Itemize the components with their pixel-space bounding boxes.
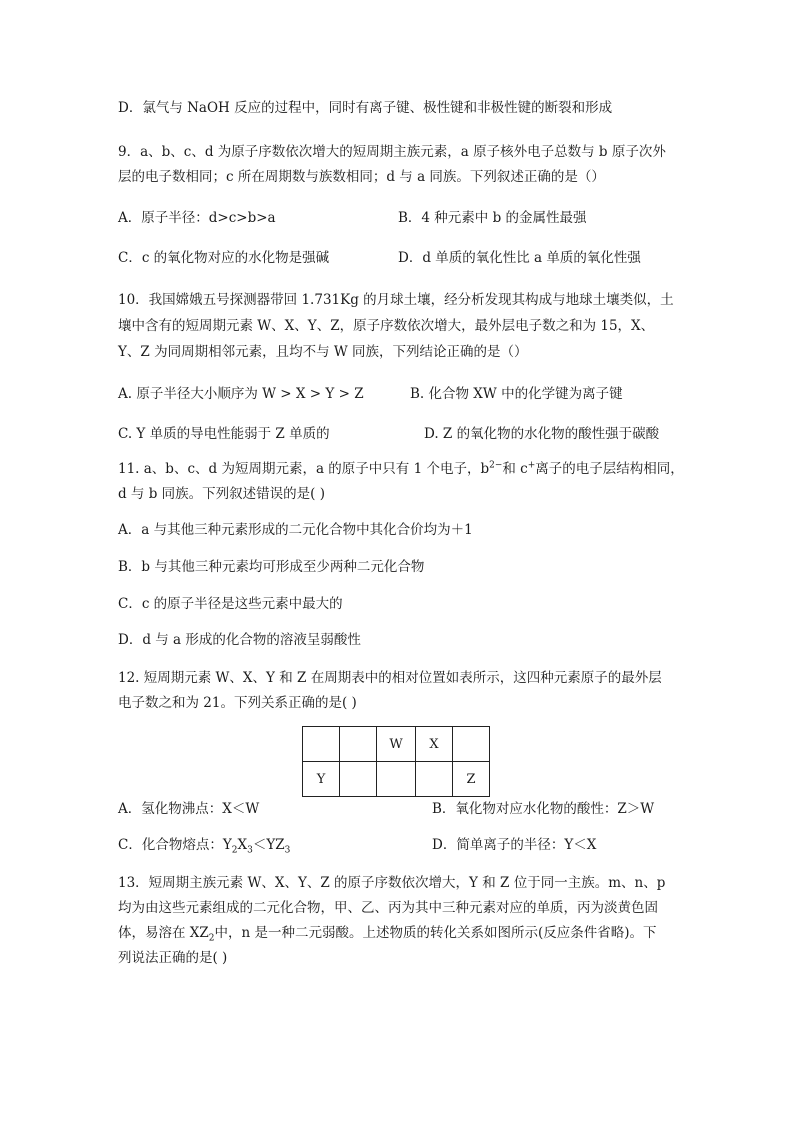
periodic-position-table — [302, 726, 490, 797]
q9-option-b: B．4 种元素中 b 的金属性最强 — [398, 210, 587, 226]
q13-stem-line4: 列说法正确的是( ) — [118, 950, 228, 966]
q12-option-d: D．简单离子的半径：Y＜X — [432, 837, 597, 853]
q13-stem-line1: 13．短周期主族元素 W、X、Y、Z 的原子序数依次增大，Y 和 Z 位于同一主族。m、n、p — [118, 875, 666, 891]
q11-stem-part1: 11. a、b、c、d 为短周期元素，a 的原子中只有 1 个电子，b — [118, 461, 490, 477]
q11-stem-part2: 和 c — [502, 461, 528, 477]
q12-option-a: A．氢化物沸点：X＜W — [118, 801, 260, 817]
q10-option-b: B. 化合物 XW 中的化学键为离子键 — [410, 386, 623, 402]
q10-stem-line1: 10．我国嫦娥五号探测器带回 1.731Kg 的月球土壤，经分析发现其构成与地球土壤类似，土 — [118, 292, 674, 308]
table-cell: Z — [453, 762, 490, 797]
q12-c-sub1: 2 — [231, 845, 238, 856]
q11-stem-line2: d 与 b 同族。下列叙述错误的是( ) — [118, 486, 325, 502]
q13-line3-sub: 2 — [208, 933, 215, 944]
q10-option-c: C. Y 单质的导电性能弱于 Z 单质的 — [118, 426, 330, 442]
q12-stem-line1: 12. 短周期元素 W、X、Y 和 Z 在周期表中的相对位置如表所示，这四种元素原子的最外层 — [118, 670, 662, 686]
q10-stem-line2: 壤中含有的短周期元素 W、X、Y、Z，原子序数依次增大，最外层电子数之和为 15，X、 — [118, 318, 655, 334]
q11-option-a: A．a 与其他三种元素形成的二元化合物中其化合价均为＋1 — [118, 522, 473, 538]
table-cell — [340, 762, 377, 797]
table-cell — [416, 762, 453, 797]
q10-option-a: A. 原子半径大小顺序为 W > X > Y > Z — [118, 386, 364, 402]
q9-stem-line1: 9．a、b、c、d 为原子序数依次增大的短周期主族元素，a 原子核外电子总数与 b 原子次外 — [118, 144, 666, 160]
q12-c-part3: ＜YZ — [252, 837, 285, 853]
q12-c-part2: X — [237, 837, 248, 853]
q10-option-d: D. Z 的氧化物的水化物的酸性强于碳酸 — [424, 426, 660, 442]
q12-c-part1: C．化合物熔点：Y — [118, 837, 232, 853]
q11-option-b: B．b 与其他三种元素均可形成至少两种二元化合物 — [118, 559, 425, 575]
q12-stem-line2: 电子数之和为 21。下列关系正确的是( ) — [118, 695, 357, 711]
q8-option-d: D．氯气与 NaOH 反应的过程中，同时有离子键、极性键和非极性键的断裂和形成 — [118, 100, 613, 116]
q10-stem-line3: Y、Z 为同周期相邻元素，且均不与 W 同族，下列结论正确的是（） — [118, 344, 528, 360]
table-cell — [340, 727, 377, 762]
q9-stem-line2: 层的电子数相同；c 所在周期数与族数相同；d 与 a 同族。下列叙述正确的是（） — [118, 169, 605, 185]
q9-option-a: A．原子半径：d>c>b>a — [118, 210, 276, 226]
q11-c-charge: + — [527, 460, 536, 471]
q9-option-d: D．d 单质的氧化性比 a 单质的氧化性强 — [398, 250, 641, 266]
q13-stem-line3 — [118, 921, 657, 944]
q12-c-sub2: 3 — [247, 845, 253, 856]
q12-option-c — [118, 833, 290, 856]
table-cell: X — [416, 727, 453, 762]
q13-line3-part2: 中，n 是一种二元弱酸。上述物质的转化关系如图所示(反应条件省略)。下 — [214, 925, 657, 941]
table-row — [303, 727, 490, 762]
q11-option-d: D．d 与 a 形成的化合物的溶液呈弱酸性 — [118, 632, 361, 648]
table-cell: W — [377, 727, 416, 762]
q12-c-sub3: 3 — [284, 845, 291, 856]
q13-stem-line2: 均为由这些元素组成的二元化合物，甲、乙、丙为其中三种元素对应的单质，丙为淡黄色固 — [118, 900, 658, 916]
table-cell: Y — [303, 762, 340, 797]
table-cell — [453, 727, 490, 762]
table-cell — [303, 727, 340, 762]
q12-option-b: B．氧化物对应水化物的酸性：Z＞W — [432, 801, 655, 817]
table-cell — [377, 762, 416, 797]
table-row — [303, 762, 490, 797]
q11-option-c: C．c 的原子半径是这些元素中最大的 — [118, 596, 343, 612]
q11-stem-line1 — [118, 457, 684, 477]
q11-b-charge: 2− — [489, 460, 503, 471]
q11-stem-part3: 离子的电子层结构相同， — [535, 461, 684, 477]
q13-line3-part1: 体，易溶在 XZ — [118, 925, 209, 941]
q9-option-c: C．c 的氧化物对应的水化物是强碱 — [118, 250, 330, 266]
